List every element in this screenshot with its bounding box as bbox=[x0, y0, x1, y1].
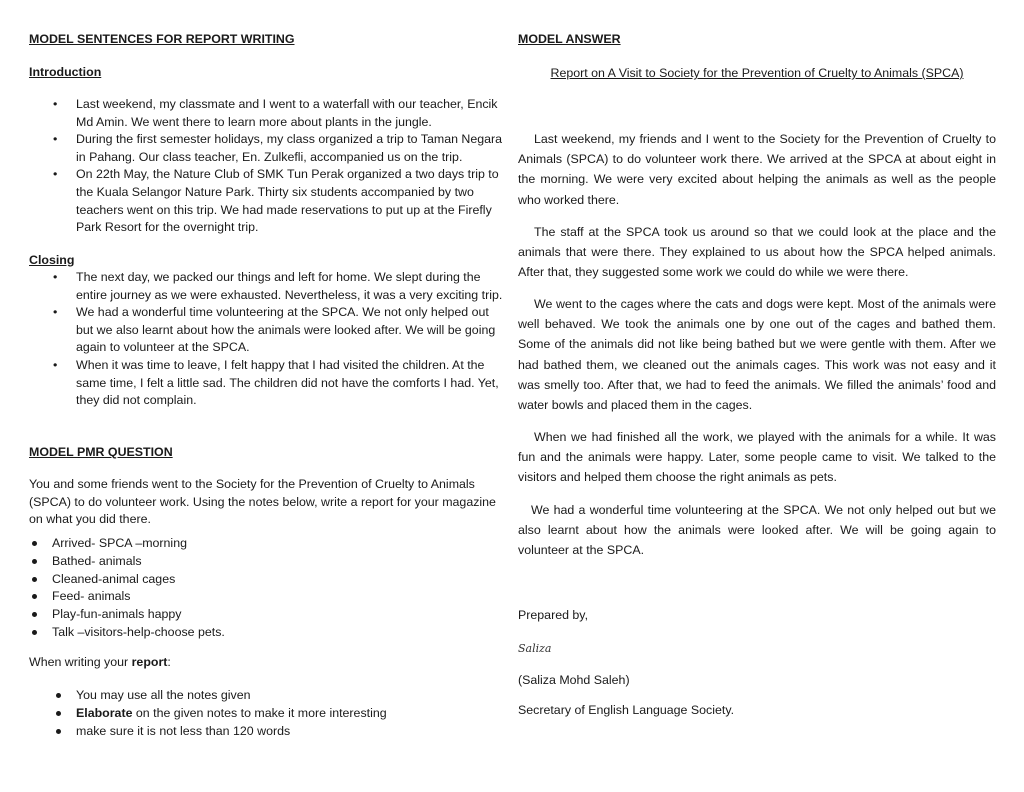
list-item: You may use all the notes given bbox=[29, 687, 507, 705]
writing-prefix: When writing your bbox=[29, 655, 132, 669]
paragraph: When we had finished all the work, we played with the animals for a while. It was fun and the animals were happy. Later, some people came to visit. We talked to the visitors and helped them choose the right animals as pets. bbox=[518, 430, 996, 485]
pmr-question-heading: MODEL PMR QUESTION bbox=[29, 445, 173, 459]
writing-suffix: : bbox=[167, 655, 171, 669]
closing-heading: Closing bbox=[29, 253, 75, 267]
paragraph: We went to the cages where the cats and dogs were kept. Most of the animals were well behaved. We took the animals one by one out of the cages and bathed them. Some of the animals did not like being bathed but we were gentle with them. After we had bathed them, we cleaned out the animals cages. This work was not easy and it was smelly too. After that, we had to feed the animals. We filled the animals’ food and water bowls and placed them in the cages. bbox=[518, 297, 996, 413]
list-item: Feed- animals bbox=[29, 588, 507, 606]
list-item: Play-fun-animals happy bbox=[29, 606, 507, 624]
list-item bbox=[29, 705, 507, 723]
list-item: • During the first semester holidays, my class organized a trip to Taman Negara in Pahang. Our class teacher, En. Zulkefli, accompanied us on the trip. bbox=[29, 131, 507, 166]
author-position: Secretary of English Language Society. bbox=[518, 703, 735, 717]
report-title: Report on A Visit to Society for the Prevention of Cruelty to Animals (SPCA) bbox=[550, 66, 964, 80]
list-item: Bathed- animals bbox=[29, 553, 507, 571]
list-item: Talk –visitors-help-choose pets. bbox=[29, 624, 507, 642]
list-item: make sure it is not less than 120 words bbox=[29, 723, 507, 741]
paragraph: Last weekend, my friends and I went to the Society for the Prevention of Cruelty to Animals (SPCA) to do volunteer work there. We arrived at the SPCA at about eight in the morning. We were very excited about helping the animals as well as the people who worked there. bbox=[518, 132, 996, 207]
signature: Saliza bbox=[518, 642, 552, 655]
author-name: (Saliza Mohd Saleh) bbox=[518, 673, 630, 687]
prepared-by: Prepared by, bbox=[518, 608, 589, 622]
tips-list bbox=[29, 687, 507, 740]
question-text: You and some friends went to the Society for the Prevention of Cruelty to Animals (SPCA) to do volunteer work. Using the notes below, write a report for your magazine on what you did there. bbox=[29, 477, 496, 527]
list-item: • The next day, we packed our things and left for home. We slept during the entire journey as we were exhausted. Nevertheless, it was a very exciting trip. bbox=[29, 269, 507, 304]
tip-bold: Elaborate bbox=[76, 705, 133, 720]
introduction-list bbox=[29, 96, 507, 237]
paragraph: The staff at the SPCA took us around so that we could look at the place and the animals that were there. They explained to us about how the SPCA helped animals. After that, they suggested some work we could do while we were there. bbox=[518, 225, 996, 280]
list-item: Cleaned-animal cages bbox=[29, 571, 507, 589]
tip-rest: on the given notes to make it more interesting bbox=[132, 705, 387, 720]
introduction-heading: Introduction bbox=[29, 65, 102, 79]
closing-list bbox=[29, 269, 507, 410]
list-item: • On 22th May, the Nature Club of SMK Tun Perak organized a two days trip to the Kuala Selangor Nature Park. Thirty six students accompanied by two teachers went on this trip. We had made reservations to put up at the Firefly Park Resort for the overnight trip. bbox=[29, 166, 507, 236]
list-item: • When it was time to leave, I felt happy that I had visited the children. At the same time, I felt a little sad. The children did not have the comforts I had. Yet, they did not complain. bbox=[29, 357, 507, 410]
paragraph: We had a wonderful time volunteering at the SPCA. We not only helped out but we also learnt about how the animals were looked after. We will be going again to volunteer at the SPCA. bbox=[518, 503, 996, 558]
list-item: Arrived- SPCA –morning bbox=[29, 535, 507, 553]
writing-instruction bbox=[29, 654, 507, 672]
list-item: • Last weekend, my classmate and I went to a waterfall with our teacher, Encik Md Amin. We went there to learn more about plants in the jungle. bbox=[29, 96, 507, 131]
list-item: • We had a wonderful time volunteering at the SPCA. We not only helped out but we also learnt about how the animals were looked after. We will be going again to volunteer at the SPCA. bbox=[29, 304, 507, 357]
writing-bold: report bbox=[131, 655, 168, 669]
model-sentences-heading: MODEL SENTENCES FOR REPORT WRITING bbox=[29, 32, 295, 46]
model-answer-heading: MODEL ANSWER bbox=[518, 32, 621, 46]
notes-list bbox=[29, 535, 507, 642]
